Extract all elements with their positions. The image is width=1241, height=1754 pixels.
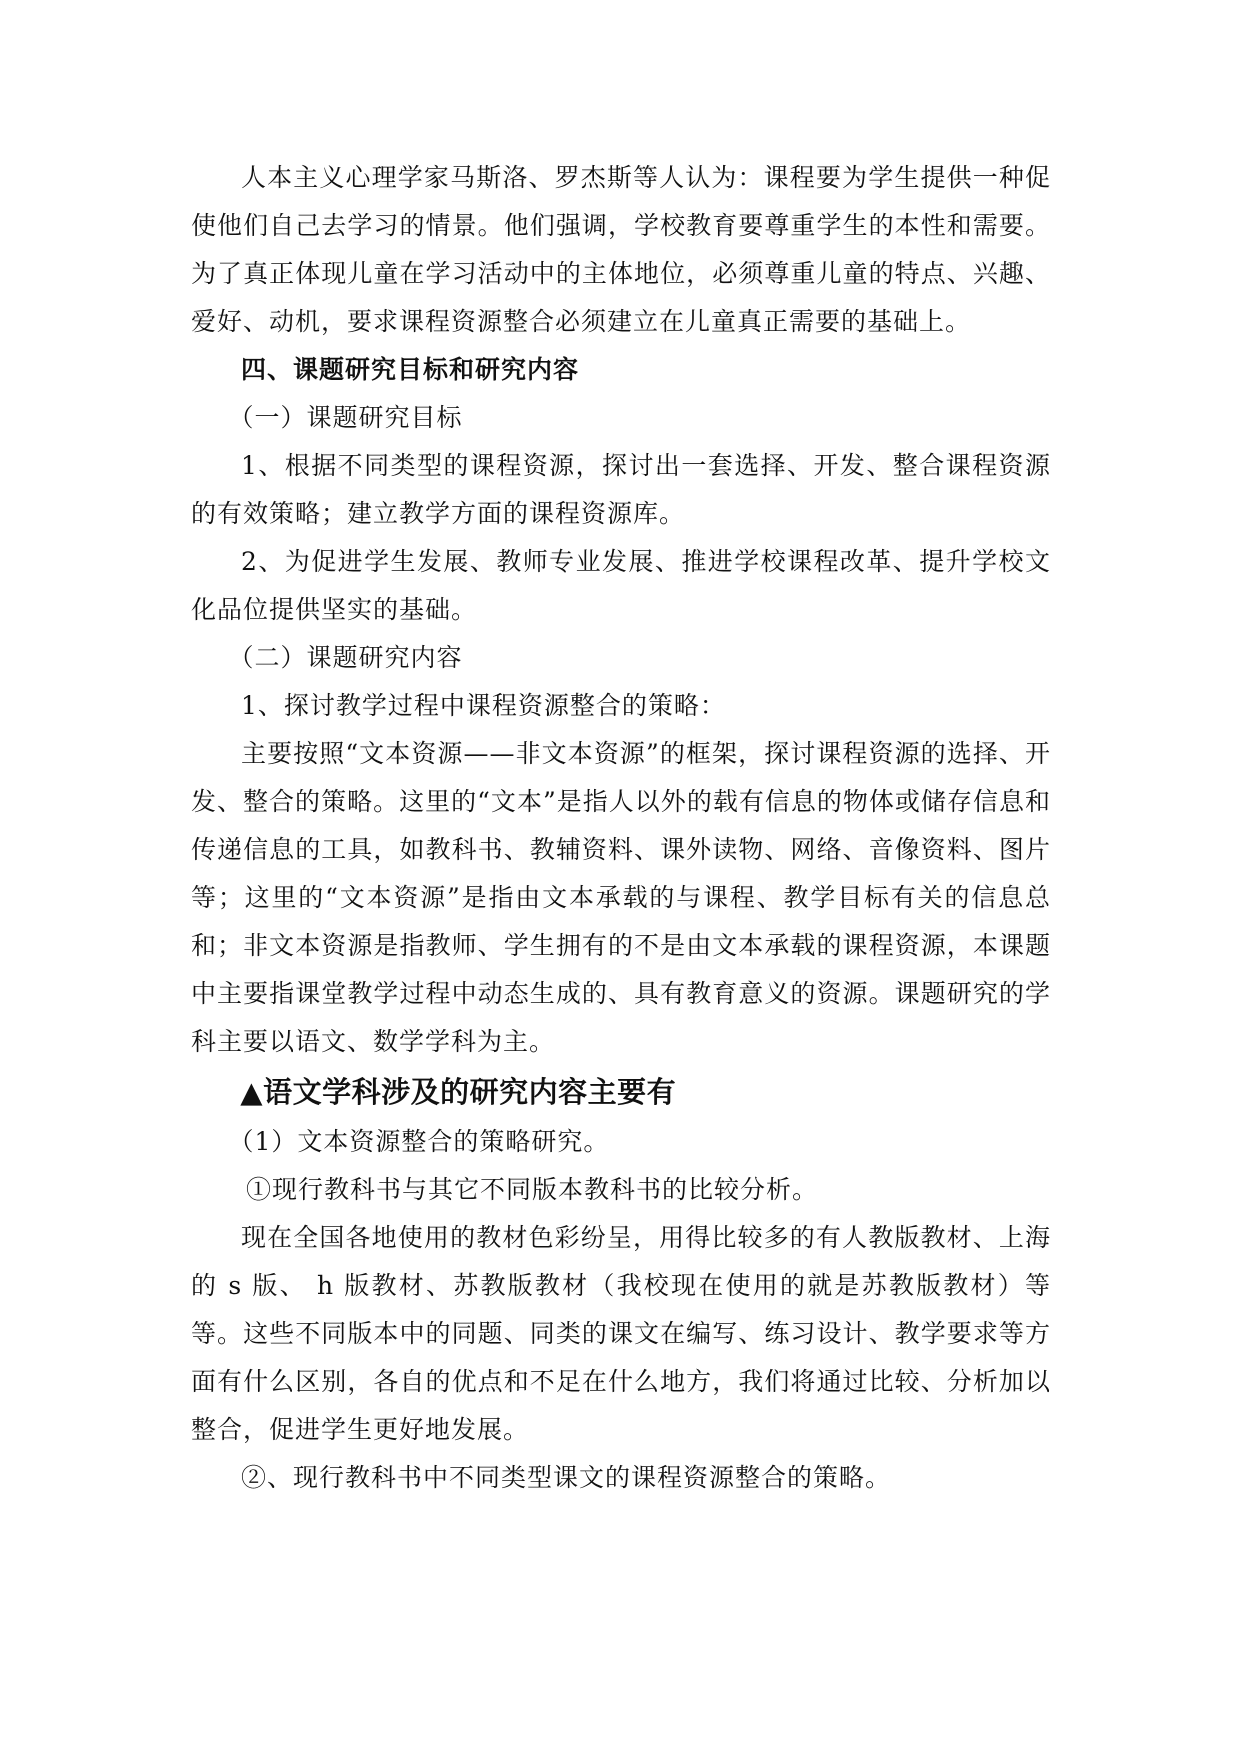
item-1a-textbook-comparison: ①现行教科书与其它不同版本教科书的比较分析。 — [246, 1175, 819, 1204]
subheading-research-goals: （一）课题研究目标 — [228, 403, 463, 432]
section-heading-goals-content: 四、课题研究目标和研究内容 — [241, 355, 580, 384]
paragraph-humanism: 人本主义心理学家马斯洛、罗杰斯等人认为：课程要为学生提供一种促使他们自己去学习的情景。他们强调，学校教育要尊重学生的本性和需要。为了真正体现儿童在学习活动中的主体地位，必须尊重儿童的特点、兴趣、爱好、动机，要求课程资源整合必须建立在儿童真正需要的基础上。 — [191, 163, 1051, 336]
item-1-text-resource: （1）文本资源整合的策略研究。 — [228, 1127, 610, 1156]
paragraph-content-1-detail: 主要按照“文本资源——非文本资源”的框架，探讨课程资源的选择、开发、整合的策略。这里的“文本”是指人以外的载有信息的物体或储存信息和传递信息的工具，如教科书、教辅资料、课外读物、网络、音像资料、图片等；这里的“文本资源”是指由文本承载的与课程、教学目标有关的信息总和；非文本资源是指教师、学生拥有的不是由文本承载的课程资源，本课题中主要指课堂教学过程中动态生成的、具有教育意义的资源。课题研究的学科主要以语文、数学学科为主。 — [191, 739, 1051, 1056]
paragraph-goal-2: 2、为促进学生发展、教师专业发展、推进学校课程改革、提升学校文化品位提供坚实的基础。 — [191, 547, 1051, 624]
item-1b-text-types: ②、现行教科书中不同类型课文的课程资源整合的策略。 — [241, 1463, 892, 1492]
paragraph-content-1: 1、探讨教学过程中课程资源整合的策略： — [241, 691, 726, 720]
paragraph-textbook-comparison-detail: 现在全国各地使用的教材色彩纷呈，用得比较多的有人教版教材、上海的 s 版、 h 版教材、苏教版教材（我校现在使用的就是苏教版教材）等等。这些不同版本中的同题、同类的课文在编写、练习设计、教学要求等方面有什么区别，各自的优点和不足在什么地方，我们将通过比较、分析加以整合，促进学生更好地发展。 — [191, 1223, 1051, 1444]
document-body — [191, 154, 1051, 1502]
paragraph-goal-1: 1、根据不同类型的课程资源，探讨出一套选择、开发、整合课程资源的有效策略；建立教学方面的课程资源库。 — [191, 451, 1051, 528]
heading-chinese-subject: ▲语文学科涉及的研究内容主要有 — [240, 1075, 677, 1109]
subheading-research-content: （二）课题研究内容 — [228, 643, 463, 672]
